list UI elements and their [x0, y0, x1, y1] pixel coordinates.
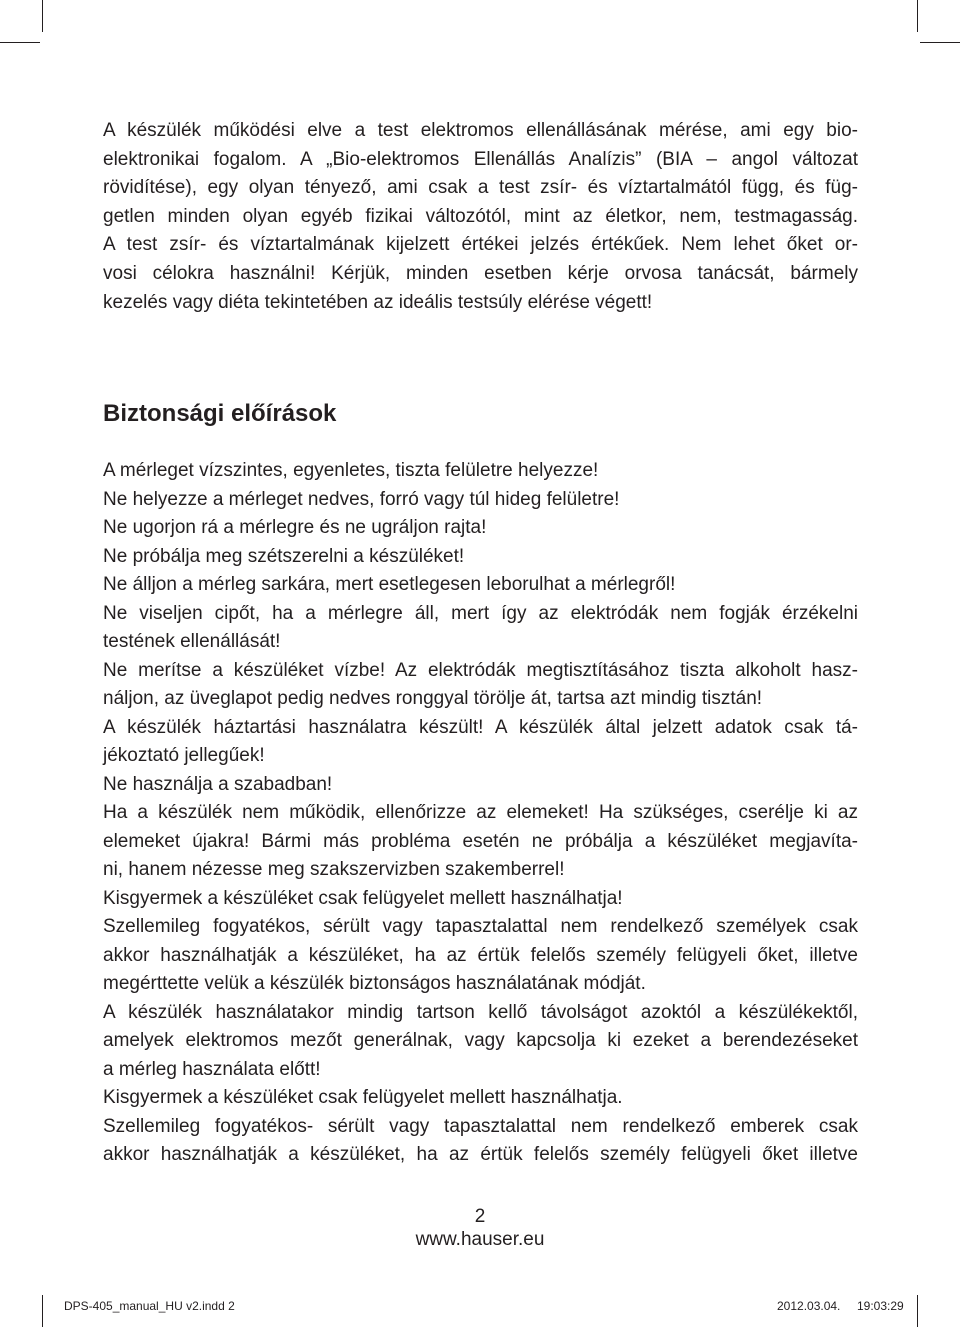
- slug-filename: DPS-405_manual_HU v2.indd 2: [64, 1299, 235, 1313]
- rule-line: Ha a készülék nem működik, ellenőrizze az elemeket! Ha szükséges, cserélje ki az: [103, 802, 858, 823]
- rule-line: Ne ugorjon rá a mérlegre és ne ugráljon rajta!: [103, 517, 487, 538]
- rule-line: Szellemileg fogyatékos, sérült vagy tapasztalattal nem rendelkező személyek csak: [103, 916, 858, 937]
- rule-line: elemeket újakra! Bármi más probléma esetén ne próbálja a készüléket megjavíta-: [103, 830, 858, 852]
- list-item: [103, 571, 858, 600]
- rule-line: Ne próbálja meg szétszerelni a készüléket!: [103, 545, 465, 567]
- intro-line: A test zsír- és víztartalmának kijelzett értékei jelzés értékűek. Nem lehet őket or-: [103, 234, 858, 256]
- crop-mark-top-right: [917, 0, 918, 32]
- list-item: [103, 714, 858, 771]
- rule-line: Ne viseljen cipőt, ha a mérlegre áll, mert így az elektródák nem fogják érzékelni: [103, 602, 858, 624]
- list-item: [103, 999, 858, 1085]
- rule-line: A készülék háztartási használatra készült! A készülék által jelzett adatok csak tá-: [103, 716, 858, 738]
- rule-line: Ne álljon a mérleg sarkára, mert esetlegesen leborulhat a mérlegről!: [103, 574, 676, 595]
- intro-line: elektronikai fogalom. A „Bio-elektromos Ellenállás Analízis” (BIA – angol változat: [103, 148, 858, 170]
- page-number: 2: [474, 1206, 486, 1227]
- rule-line: Kisgyermek a készüléket csak felügyelet mellett használhatja.: [103, 1087, 623, 1108]
- rule-line: náljon, az üveglapot pedig nedves ronggyal törölje át, tartsa azt mindig tisztán!: [103, 688, 763, 709]
- slug-date: 2012.03.04.: [777, 1299, 841, 1313]
- rule-line: jékoztató jellegűek!: [103, 745, 265, 766]
- rule-line: Ne helyezze a mérleget nedves, forró vagy túl hideg felületre!: [103, 488, 620, 510]
- intro-line: kezelés vagy diéta tekintetében az ideális testsúly elérése végett!: [103, 291, 653, 313]
- list-item: [103, 457, 858, 486]
- list-item: [103, 1084, 858, 1113]
- crop-mark-top-left-h: [0, 42, 40, 43]
- list-item: [103, 1113, 858, 1170]
- rule-line: ni, hanem nézesse meg szakszervizben szakemberrel!: [103, 859, 565, 880]
- crop-mark-top-right-h: [920, 42, 960, 43]
- intro-line: vosi célokra használni! Kérjük, minden esetben kérje orvosa tanácsát, bármely: [103, 262, 858, 284]
- list-item: [103, 885, 858, 914]
- slug-time: 19:03:29: [857, 1299, 904, 1313]
- intro-line: getlen minden olyan egyéb fizikai változótól, mint az életkor, nem, testmagasság.: [103, 205, 858, 227]
- list-item: [103, 543, 858, 572]
- rule-line: megérttette velük a készülék biztonságos használatának módját.: [103, 973, 646, 994]
- list-item: [103, 514, 858, 543]
- list-item: [103, 600, 858, 657]
- section-heading: Biztonsági előírások: [103, 400, 337, 427]
- list-item: [103, 913, 858, 999]
- intro-paragraph: [103, 117, 858, 317]
- rule-line: a mérleg használata előtt!: [103, 1058, 321, 1080]
- rule-line: Ne használja a szabadban!: [103, 773, 333, 795]
- crop-mark-bottom-left: [42, 1295, 43, 1327]
- rule-line: amelyek elektromos mezőt generálnak, vagy kapcsolja ki ezeket a berendezéseket: [103, 1030, 858, 1051]
- rule-line: A készülék használatakor mindig tartson kellő távolságot azoktól a készülékektől,: [103, 1001, 858, 1023]
- safety-rules-list: [103, 457, 858, 1170]
- intro-line: rövidítése), egy olyan tényező, ami csak a test zsír- és víztartalmától függ, és füg-: [103, 177, 858, 199]
- rule-line: Szellemileg fogyatékos- sérült vagy tapasztalattal nem rendelkező emberek csak: [103, 1115, 858, 1137]
- rule-line: testének ellenállását!: [103, 631, 281, 652]
- rule-line: Ne merítse a készüléket vízbe! Az elektródák megtisztításához tiszta alkoholt hasz-: [103, 659, 858, 681]
- crop-mark-bottom-right: [917, 1295, 918, 1327]
- rule-line: akkor használhatják a készüléket, ha az értük felelős személy felügyeli őket illetve: [103, 1144, 858, 1165]
- list-item: [103, 657, 858, 714]
- crop-mark-top-left: [42, 0, 43, 32]
- rule-line: akkor használhatják a készüléket, ha az értük felelős személy felügyeli őket, illetve: [103, 944, 858, 966]
- rule-line: A mérleget vízszintes, egyenletes, tiszta felületre helyezze!: [103, 460, 599, 481]
- list-item: [103, 486, 858, 515]
- website-link[interactable]: www.hauser.eu: [415, 1229, 545, 1250]
- intro-line: A készülék működési elve a test elektromos ellenállásának mérése, ami egy bio-: [103, 120, 858, 141]
- list-item: [103, 771, 858, 800]
- rule-line: Kisgyermek a készüléket csak felügyelet mellett használhatja!: [103, 887, 623, 909]
- list-item: [103, 799, 858, 885]
